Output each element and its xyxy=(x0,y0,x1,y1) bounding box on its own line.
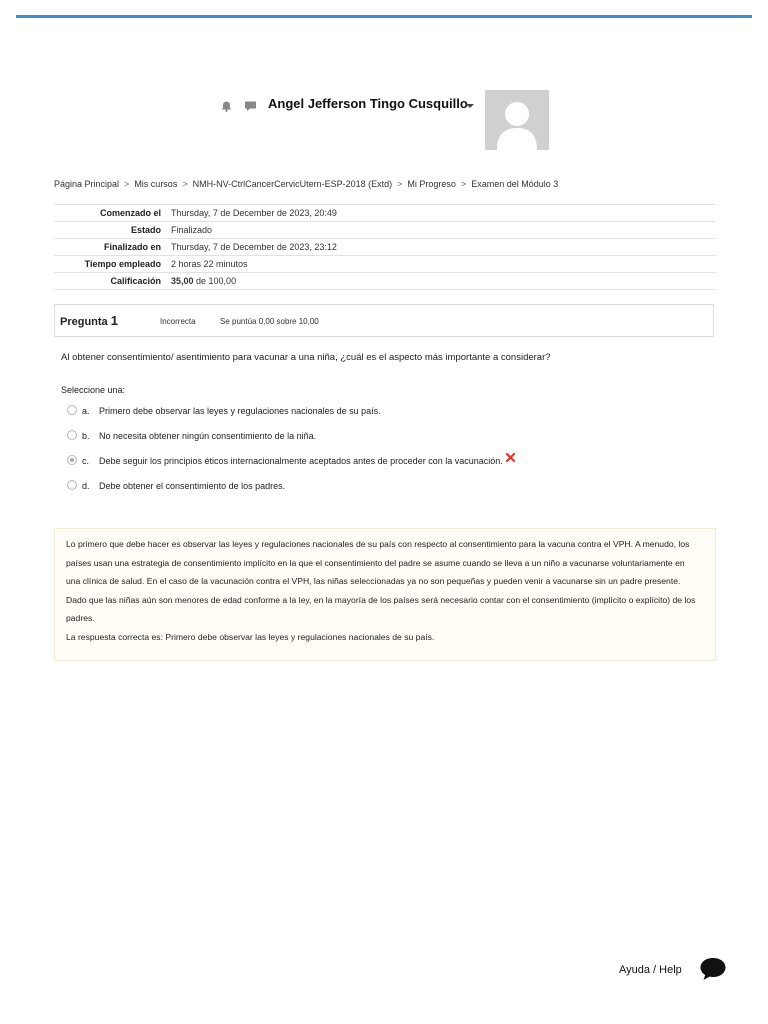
option-letter: c. xyxy=(82,456,90,466)
attempt-summary-table xyxy=(54,204,716,290)
radio-button-selected[interactable] xyxy=(67,455,77,465)
option-letter: a. xyxy=(82,406,90,416)
question-label: Pregunta xyxy=(60,316,108,328)
radio-button[interactable] xyxy=(67,480,77,490)
radio-button[interactable] xyxy=(67,430,77,440)
default-user-icon xyxy=(485,90,549,150)
question-grade: Se puntúa 0,00 sobre 10,00 xyxy=(220,317,319,326)
question-number-value: 1 xyxy=(110,313,118,328)
summary-row xyxy=(54,273,716,290)
breadcrumb-home[interactable]: Página Principal xyxy=(54,179,120,189)
summary-value xyxy=(166,273,716,290)
summary-label: Comenzado el xyxy=(54,205,166,222)
question-info-box xyxy=(54,304,714,337)
option-letter: b. xyxy=(82,431,90,441)
summary-row xyxy=(54,239,716,256)
summary-value: Thursday, 7 de December de 2023, 20:49 xyxy=(166,205,716,222)
help-link[interactable]: Ayuda / Help xyxy=(619,964,682,976)
option-text-wrapper xyxy=(99,456,516,466)
option-text: Primero debe observar las leyes y regulaciones nacionales de su país. xyxy=(99,406,381,416)
summary-value: 2 horas 22 minutos xyxy=(166,256,716,273)
option-text: No necesita obtener ningún consentimiento de la niña. xyxy=(99,431,317,441)
right-answer: La respuesta correcta es: Primero debe observar las leyes y regulaciones nacionales de su país. xyxy=(66,632,435,642)
summary-label: Estado xyxy=(54,222,166,239)
question-state: Incorrecta xyxy=(160,317,196,326)
avatar[interactable] xyxy=(485,90,549,150)
summary-value: Finalizado xyxy=(166,222,716,239)
breadcrumb xyxy=(54,179,558,189)
summary-label: Calificación xyxy=(54,273,166,290)
summary-value: Thursday, 7 de December de 2023, 23:12 xyxy=(166,239,716,256)
user-menu xyxy=(220,90,550,152)
caret-down-icon[interactable] xyxy=(466,104,474,108)
feedback-box xyxy=(54,528,716,661)
general-feedback: Lo primero que debe hacer es observar las leyes y regulaciones nacionales de su país con respecto al consentimiento para la vacuna contra el VPH. A menudo, los países usan una estrategia de consentimiento implícito en la que el consentimiento del padre se asume cuando se lleva a un niño a vacunarse voluntariamente en una clínica de salud. En el caso de la vacunación contra el VPH, las niñas seleccionadas ya no son pequeñas y pueden venir a vacunarse sin un padre presente. Dado que las niñas aún son menores de edad conforme a la ley, en la mayoría de los países será necesario contar con el consentimiento (implícito o explícito) de los padres. xyxy=(66,539,696,624)
answer-prompt: Seleccione una: xyxy=(61,385,126,395)
chevron-right-icon: > xyxy=(397,179,403,189)
summary-row xyxy=(54,205,716,222)
question-number xyxy=(60,313,118,328)
option-text: Debe seguir los principios éticos internacionalmente aceptados antes de proceder con la vacunación. xyxy=(99,456,503,466)
chevron-right-icon: > xyxy=(124,179,130,189)
summary-label: Tiempo empleado xyxy=(54,256,166,273)
breadcrumb-course[interactable]: NMH-NV-CtrlCancerCervicUtern-ESP-2018 (Extd) xyxy=(192,179,393,189)
summary-row xyxy=(54,222,716,239)
message-icon[interactable] xyxy=(244,100,257,112)
grade-score: 35,00 xyxy=(171,276,194,286)
chevron-right-icon: > xyxy=(460,179,467,189)
summary-row xyxy=(54,256,716,273)
chevron-right-icon: > xyxy=(182,179,188,189)
bell-icon[interactable] xyxy=(220,100,233,112)
breadcrumb-my-courses[interactable]: Mis cursos xyxy=(134,179,178,189)
grade-max: de 100,00 xyxy=(193,276,237,286)
breadcrumb-progress[interactable]: Mi Progreso xyxy=(407,179,456,189)
user-name[interactable]: Angel Jefferson Tingo Cusquillo xyxy=(268,96,468,111)
breadcrumb-exam[interactable]: Examen del Módulo 3 xyxy=(471,179,559,189)
chat-bubble-icon[interactable] xyxy=(699,956,727,982)
option-text: Debe obtener el consentimiento de los padres. xyxy=(99,481,286,491)
summary-label: Finalizado en xyxy=(54,239,166,256)
option-letter: d. xyxy=(82,481,90,491)
question-text: Al obtener consentimiento/ asentimiento para vacunar a una niña, ¿cuál es el aspecto más importante a considerar? xyxy=(61,352,551,363)
wrong-answer-icon xyxy=(505,452,516,463)
top-accent-bar xyxy=(16,15,752,18)
radio-button[interactable] xyxy=(67,405,77,415)
